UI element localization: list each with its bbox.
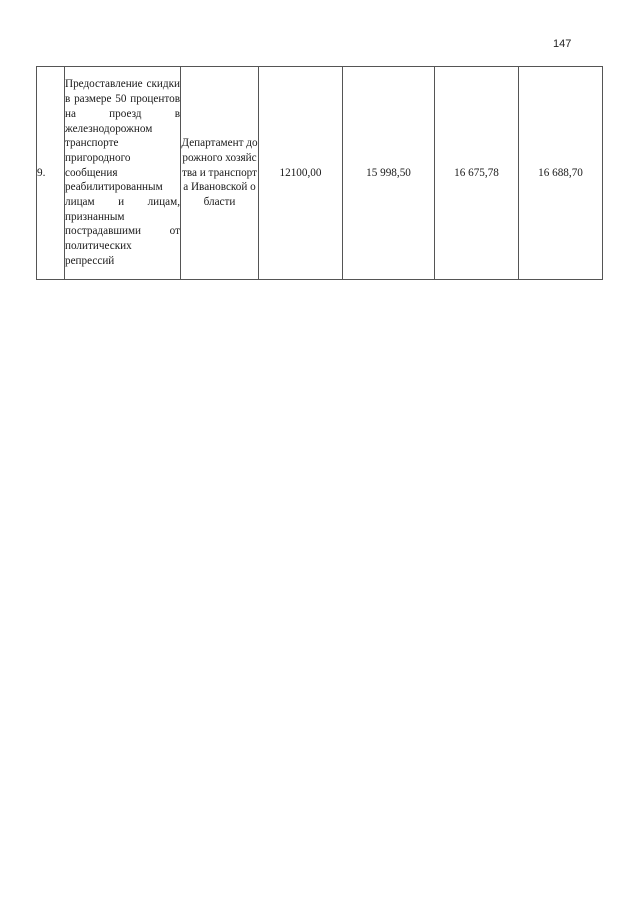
responsible-department: Департамент дорожного хозяйства и транспорта Ивановской области xyxy=(181,67,259,280)
measure-description: Предоставление скидки в размере 50 процентов на проезд в железнодорожном транспорте пригородного сообщения реабилитированным лицам и лицам, признанным пострадавшими от политических репрессий xyxy=(65,67,181,280)
budget-table xyxy=(36,66,603,280)
row-number: 9. xyxy=(37,67,65,280)
amount-cell: 16 675,78 xyxy=(435,67,519,280)
table-row xyxy=(37,67,603,280)
page-number: 147 xyxy=(553,38,572,50)
amount-cell: 16 688,70 xyxy=(519,67,603,280)
amount-cell: 12100,00 xyxy=(259,67,343,280)
amount-cell: 15 998,50 xyxy=(343,67,435,280)
